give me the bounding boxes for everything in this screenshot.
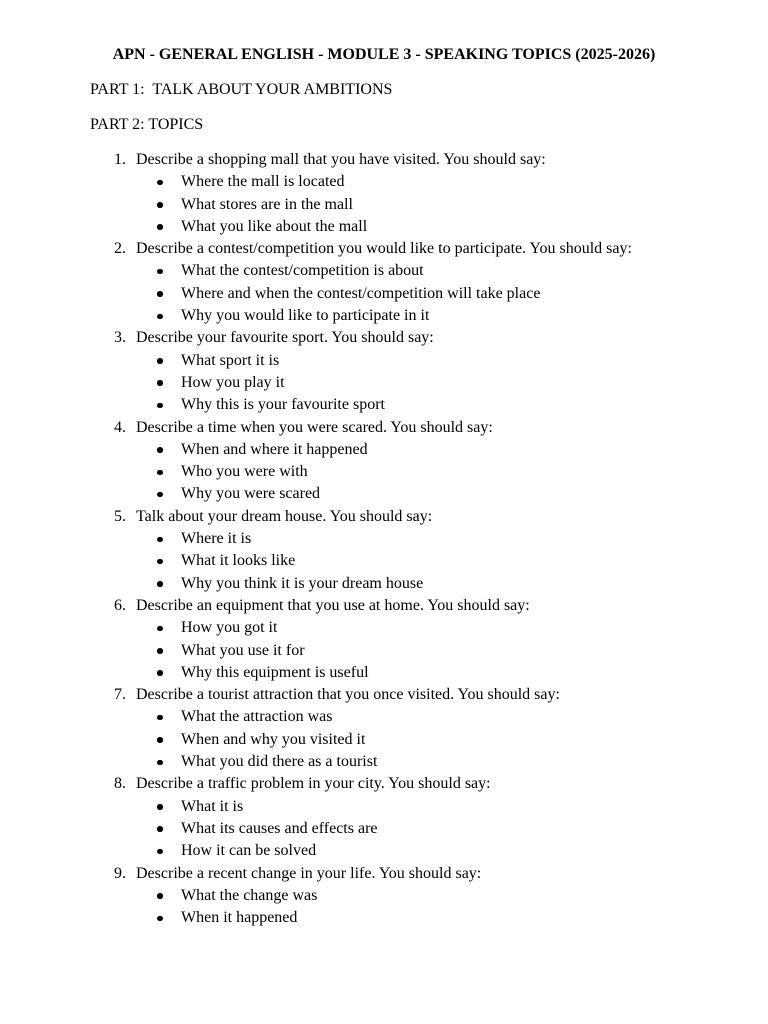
bullet-list bbox=[0, 885, 768, 930]
bullet-item bbox=[0, 305, 768, 327]
bullet-text: Why this equipment is useful bbox=[181, 663, 369, 681]
bullet-text: Why you were scared bbox=[181, 485, 321, 503]
bullet-item bbox=[0, 662, 768, 684]
bullet-dot-icon bbox=[157, 849, 163, 855]
topic-list bbox=[0, 149, 768, 929]
topic-item bbox=[0, 238, 768, 327]
bullet-item bbox=[0, 751, 768, 773]
bullet-dot-icon bbox=[157, 826, 163, 832]
part-2-heading: PART 2: TOPICS bbox=[90, 116, 204, 133]
bullet-dot-icon bbox=[157, 224, 163, 230]
bullet-dot-icon bbox=[157, 447, 163, 453]
topic-prompt bbox=[0, 684, 768, 706]
bullet-dot-icon bbox=[157, 492, 163, 498]
topic-text: Talk about your dream house. You should say: bbox=[136, 507, 433, 525]
topic-number: 5. bbox=[114, 507, 126, 525]
bullet-text: How it can be solved bbox=[181, 842, 317, 860]
topic-item bbox=[0, 773, 768, 862]
bullet-list bbox=[0, 617, 768, 684]
bullet-text: What it is bbox=[181, 797, 244, 815]
bullet-text: What stores are in the mall bbox=[181, 195, 353, 213]
topic-text: Describe a tourist attraction that you once visited. You should say: bbox=[136, 686, 560, 704]
bullet-dot-icon bbox=[157, 893, 163, 899]
bullet-item bbox=[0, 439, 768, 461]
bullet-text: How you play it bbox=[181, 373, 285, 391]
bullet-text: What you use it for bbox=[181, 641, 305, 659]
bullet-text: Why you think it is your dream house bbox=[181, 574, 424, 592]
topic-text: Describe a recent change in your life. You should say: bbox=[136, 864, 482, 882]
bullet-item bbox=[0, 573, 768, 595]
bullet-text: Where and when the contest/competition will take place bbox=[181, 284, 541, 302]
topic-prompt bbox=[0, 506, 768, 528]
bullet-item bbox=[0, 483, 768, 505]
bullet-text: What you did there as a tourist bbox=[181, 753, 378, 771]
bullet-dot-icon bbox=[157, 916, 163, 922]
topic-item bbox=[0, 684, 768, 773]
topic-prompt bbox=[0, 149, 768, 171]
bullet-text: Where the mall is located bbox=[181, 173, 345, 191]
bullet-dot-icon bbox=[157, 670, 163, 676]
bullet-item bbox=[0, 907, 768, 929]
bullet-text: What the attraction was bbox=[181, 708, 333, 726]
bullet-item bbox=[0, 260, 768, 282]
bullet-text: What its causes and effects are bbox=[181, 819, 378, 837]
topic-item bbox=[0, 506, 768, 595]
bullet-item bbox=[0, 461, 768, 483]
bullet-item bbox=[0, 394, 768, 416]
bullet-dot-icon bbox=[157, 403, 163, 409]
bullet-dot-icon bbox=[157, 269, 163, 275]
bullet-item bbox=[0, 171, 768, 193]
topic-item bbox=[0, 595, 768, 684]
bullet-dot-icon bbox=[157, 760, 163, 766]
topic-item bbox=[0, 417, 768, 506]
bullet-dot-icon bbox=[157, 537, 163, 543]
bullet-item bbox=[0, 617, 768, 639]
topic-text: Describe a contest/competition you would like to participate. You should say: bbox=[136, 240, 632, 258]
topic-number: 4. bbox=[114, 418, 126, 436]
bullet-dot-icon bbox=[157, 559, 163, 565]
bullet-dot-icon bbox=[157, 180, 163, 186]
topic-item bbox=[0, 327, 768, 416]
bullet-list bbox=[0, 528, 768, 595]
bullet-text: What you like about the mall bbox=[181, 217, 368, 235]
bullet-item bbox=[0, 885, 768, 907]
topic-prompt bbox=[0, 863, 768, 885]
topic-prompt bbox=[0, 417, 768, 439]
bullet-item bbox=[0, 706, 768, 728]
topic-text: Describe a shopping mall that you have visited. You should say: bbox=[136, 151, 546, 168]
topic-number: 6. bbox=[114, 596, 126, 614]
bullet-dot-icon bbox=[157, 380, 163, 386]
bullet-dot-icon bbox=[157, 358, 163, 364]
bullet-text: Why you would like to participate in it bbox=[181, 307, 430, 325]
bullet-text: What sport it is bbox=[181, 351, 280, 369]
bullet-item bbox=[0, 640, 768, 662]
bullet-text: What the change was bbox=[181, 886, 318, 904]
topic-number: 8. bbox=[114, 775, 126, 793]
bullet-item bbox=[0, 194, 768, 216]
bullet-item bbox=[0, 729, 768, 751]
bullet-dot-icon bbox=[157, 715, 163, 721]
document-title: APN - GENERAL ENGLISH - MODULE 3 - SPEAKING TOPICS (2025-2026) bbox=[112, 46, 656, 63]
part-1-heading: PART 1: TALK ABOUT YOUR AMBITIONS bbox=[90, 81, 393, 98]
bullet-list bbox=[0, 171, 768, 238]
topic-item bbox=[0, 149, 768, 238]
bullet-text: How you got it bbox=[181, 619, 278, 637]
bullet-item bbox=[0, 283, 768, 305]
bullet-dot-icon bbox=[157, 737, 163, 743]
bullet-dot-icon bbox=[157, 581, 163, 587]
bullet-item bbox=[0, 796, 768, 818]
bullet-item bbox=[0, 372, 768, 394]
bullet-text: When and why you visited it bbox=[181, 730, 366, 748]
bullet-dot-icon bbox=[157, 648, 163, 654]
topic-text: Describe an equipment that you use at home. You should say: bbox=[136, 596, 530, 614]
topic-number: 7. bbox=[114, 686, 126, 704]
bullet-item bbox=[0, 840, 768, 862]
bullet-list bbox=[0, 260, 768, 327]
topic-prompt bbox=[0, 327, 768, 349]
topic-number: 3. bbox=[114, 329, 126, 347]
bullet-list bbox=[0, 350, 768, 417]
bullet-dot-icon bbox=[157, 470, 163, 476]
topic-prompt bbox=[0, 773, 768, 795]
bullet-text: Who you were with bbox=[181, 463, 308, 481]
topic-prompt bbox=[0, 595, 768, 617]
bullet-text: Why this is your favourite sport bbox=[181, 396, 385, 414]
topic-text: Describe a time when you were scared. You should say: bbox=[136, 418, 493, 436]
bullet-dot-icon bbox=[157, 626, 163, 632]
topic-number: 1. bbox=[114, 151, 126, 168]
bullet-list bbox=[0, 796, 768, 863]
bullet-item bbox=[0, 528, 768, 550]
bullet-dot-icon bbox=[157, 314, 163, 320]
bullet-item bbox=[0, 550, 768, 572]
bullet-item bbox=[0, 818, 768, 840]
topic-item bbox=[0, 863, 768, 930]
bullet-text: What it looks like bbox=[181, 552, 296, 570]
topic-prompt bbox=[0, 238, 768, 260]
topic-number: 9. bbox=[114, 864, 126, 882]
bullet-item bbox=[0, 216, 768, 238]
bullet-text: What the contest/competition is about bbox=[181, 262, 424, 280]
topic-number: 2. bbox=[114, 240, 126, 258]
bullet-dot-icon bbox=[157, 804, 163, 810]
bullet-text: When and where it happened bbox=[181, 440, 368, 458]
bullet-dot-icon bbox=[157, 202, 163, 208]
bullet-dot-icon bbox=[157, 291, 163, 297]
topic-text: Describe a traffic problem in your city. You should say: bbox=[136, 775, 491, 793]
bullet-list bbox=[0, 439, 768, 506]
topic-text: Describe your favourite sport. You should say: bbox=[136, 329, 434, 347]
bullet-text: When it happened bbox=[181, 909, 298, 927]
bullet-item bbox=[0, 350, 768, 372]
bullet-list bbox=[0, 706, 768, 773]
bullet-text: Where it is bbox=[181, 530, 252, 548]
